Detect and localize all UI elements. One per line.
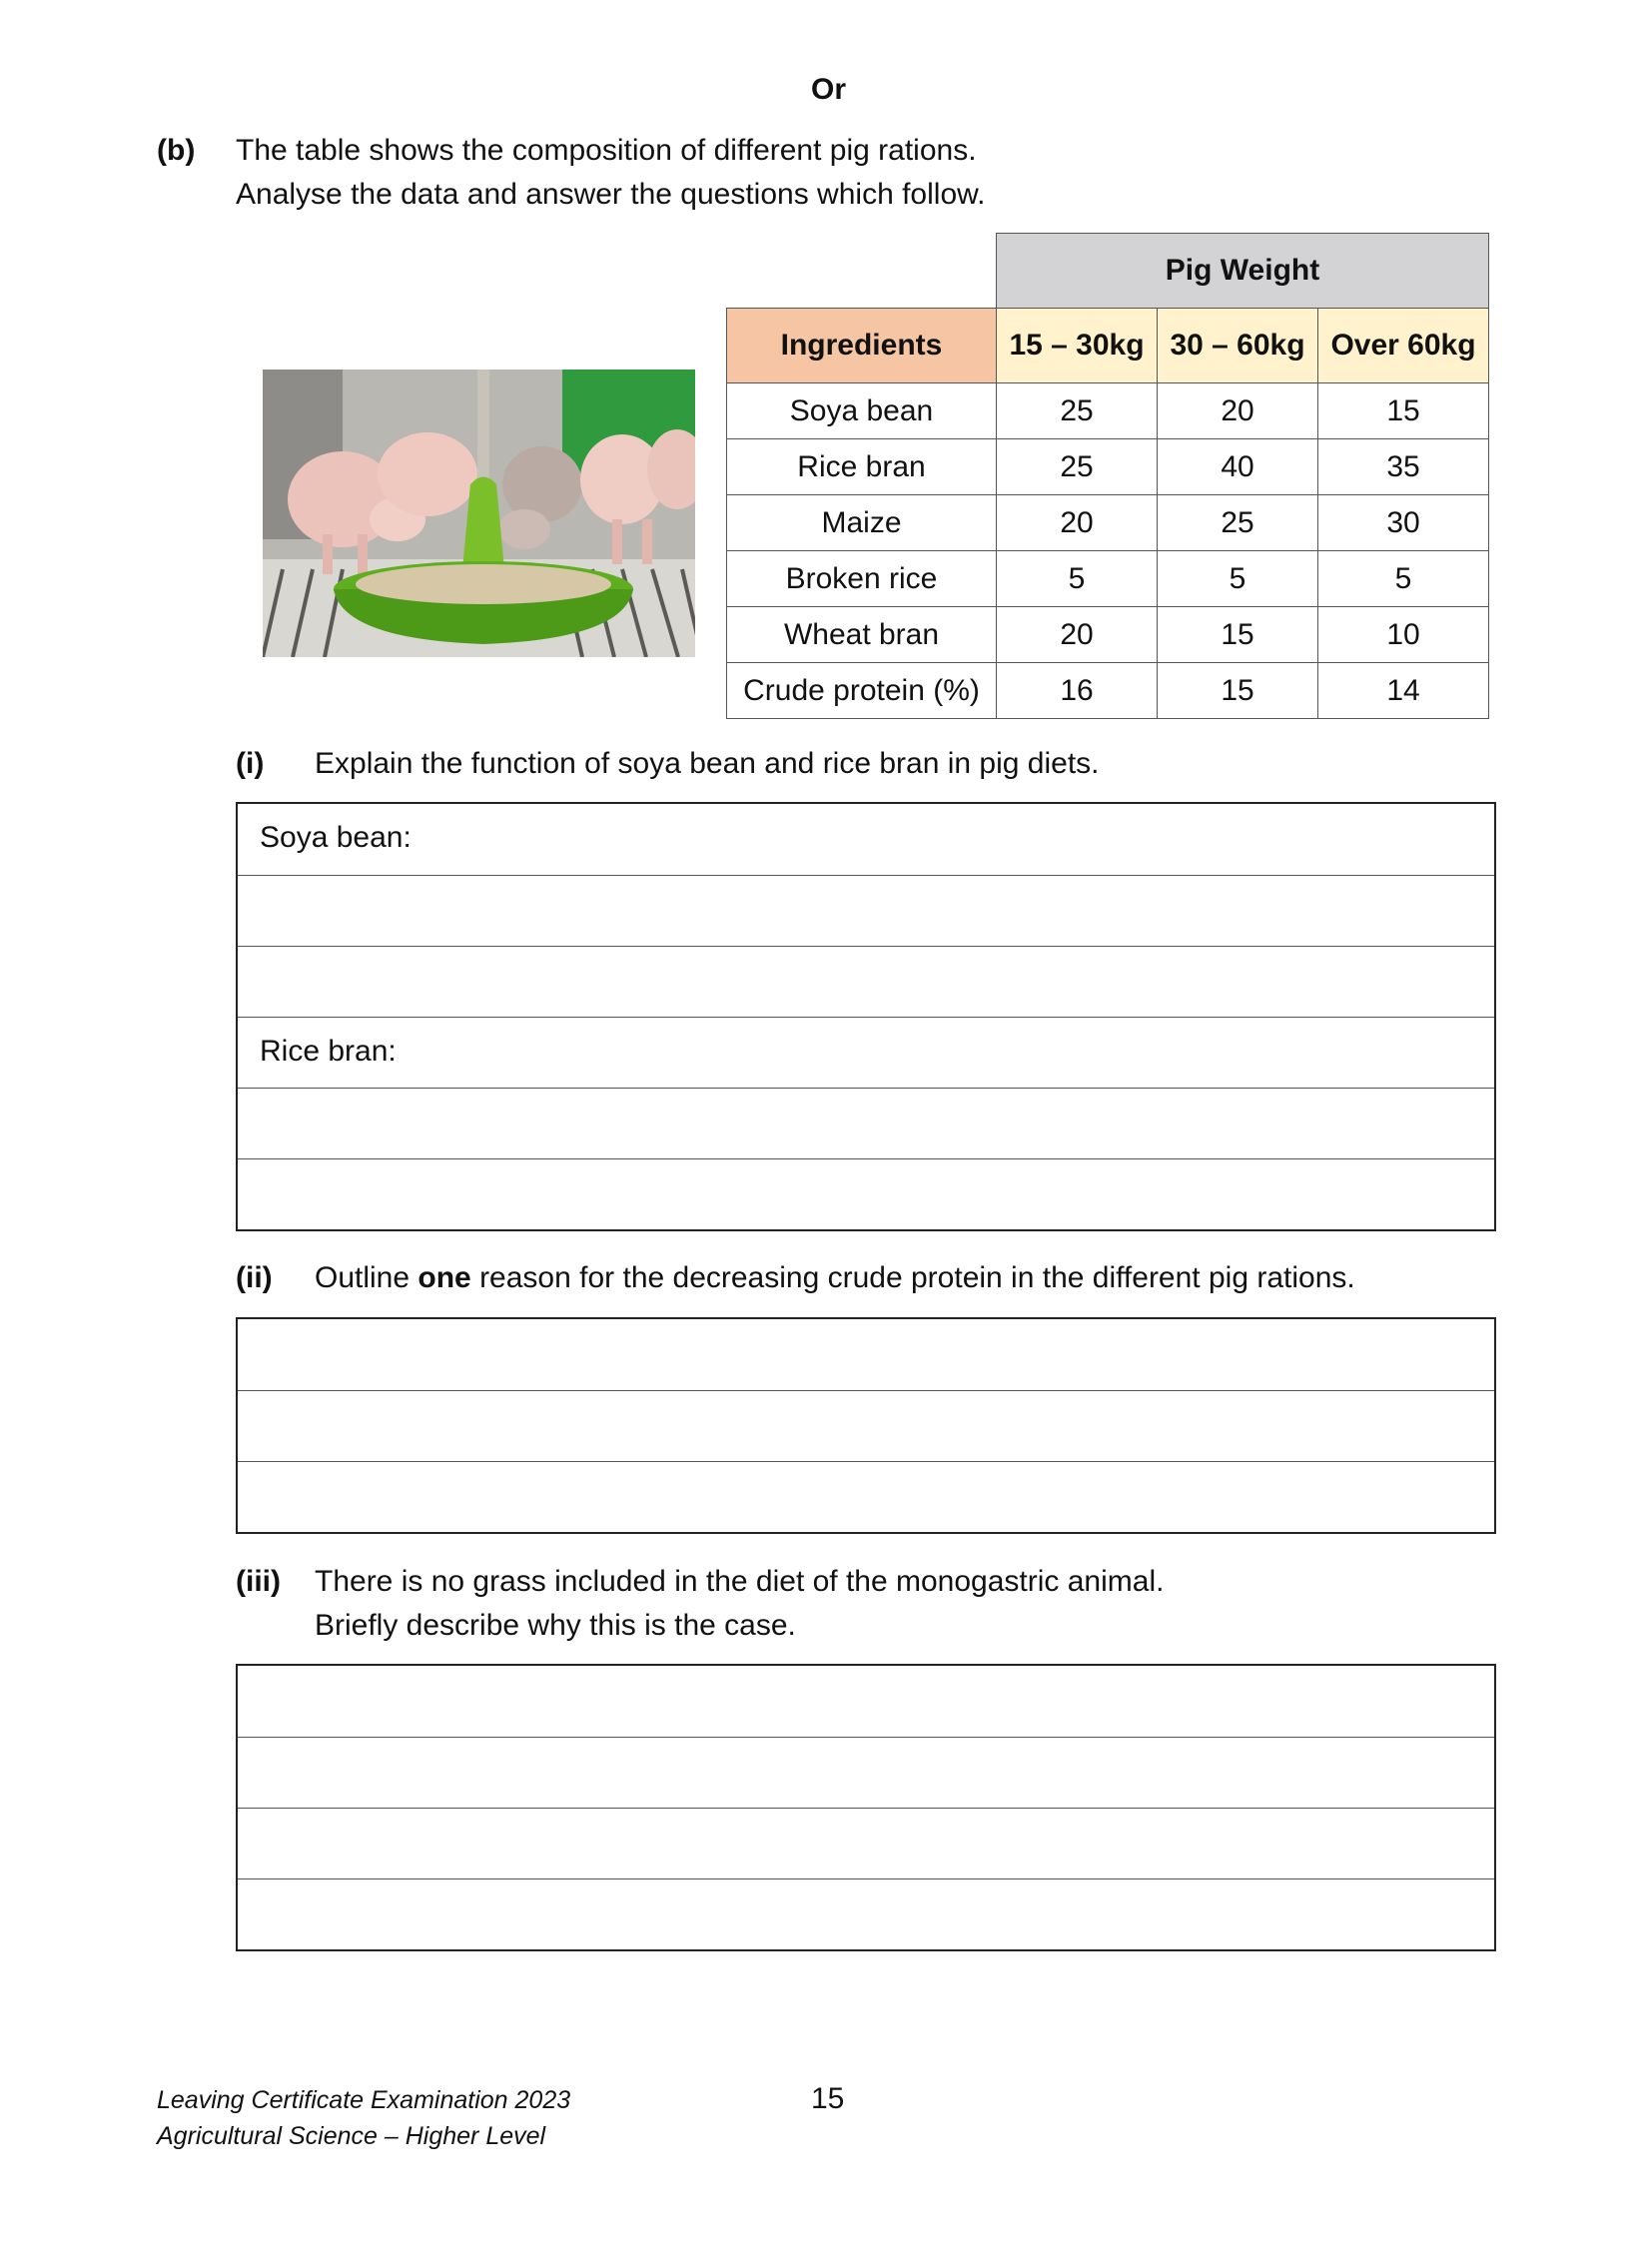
question-i-text: Explain the function of soya bean and rice bran in pig diets. xyxy=(315,747,1100,780)
question-ii-text-start: Outline xyxy=(315,1261,418,1294)
answer-line[interactable] xyxy=(238,1808,1494,1878)
answer-box-ii[interactable] xyxy=(236,1317,1496,1534)
question-ii-emphasis: one xyxy=(417,1261,471,1294)
pig-weight-header: Pig Weight xyxy=(997,234,1489,309)
table-cell: 10 xyxy=(1318,607,1489,663)
answer-line[interactable] xyxy=(238,1666,1494,1737)
pigs-feeding-photo xyxy=(263,370,695,657)
table-cell: 16 xyxy=(997,663,1158,719)
table-row xyxy=(727,663,1489,719)
table-cell: 30 xyxy=(1318,495,1489,551)
answer-line[interactable] xyxy=(238,1878,1494,1949)
question-iii-text-2: Briefly describe why this is the case. xyxy=(315,1609,796,1642)
table-cell: Maize xyxy=(727,495,997,551)
table-cell: 25 xyxy=(997,439,1158,495)
column-header-over-60kg: Over 60kg xyxy=(1318,309,1489,383)
column-header-15-30kg: 15 – 30kg xyxy=(997,309,1158,383)
column-header-30-60kg: 30 – 60kg xyxy=(1158,309,1318,383)
answer-line[interactable] xyxy=(238,1017,1494,1088)
rice-bran-label: Rice bran: xyxy=(260,1035,397,1068)
table-cell: 35 xyxy=(1318,439,1489,495)
table-cell: 25 xyxy=(1158,495,1318,551)
question-ii-label: (ii) xyxy=(236,1261,273,1294)
question-i-label: (i) xyxy=(236,747,265,780)
table-cell: 14 xyxy=(1318,663,1489,719)
answer-line[interactable] xyxy=(238,1319,1494,1390)
table-row xyxy=(727,439,1489,495)
table-cell: 5 xyxy=(1158,551,1318,607)
table-blank-corner xyxy=(727,234,997,309)
answer-line[interactable] xyxy=(238,1158,1494,1229)
table-cell: Crude protein (%) xyxy=(727,663,997,719)
or-heading: Or xyxy=(811,73,847,106)
answer-line[interactable] xyxy=(238,946,1494,1017)
answer-box-iii[interactable] xyxy=(236,1664,1496,1951)
table-cell: 5 xyxy=(1318,551,1489,607)
table-cell: 15 xyxy=(1158,607,1318,663)
table-row xyxy=(727,495,1489,551)
answer-line[interactable] xyxy=(238,1461,1494,1532)
table-cell: 20 xyxy=(997,495,1158,551)
table-cell: Broken rice xyxy=(727,551,997,607)
table-cell: Rice bran xyxy=(727,439,997,495)
answer-line[interactable] xyxy=(238,1088,1494,1158)
table-row xyxy=(727,551,1489,607)
footer-subject: Agricultural Science – Higher Level xyxy=(157,2122,546,2150)
intro-line-2: Analyse the data and answer the questions which follow. xyxy=(236,178,986,211)
answer-line[interactable] xyxy=(238,804,1494,875)
soya-bean-label: Soya bean: xyxy=(260,821,412,854)
table-row xyxy=(727,383,1489,439)
footer-exam: Leaving Certificate Examination 2023 xyxy=(157,2086,571,2114)
table-cell: 5 xyxy=(997,551,1158,607)
table-cell: 40 xyxy=(1158,439,1318,495)
table-cell: Wheat bran xyxy=(727,607,997,663)
table-cell: 20 xyxy=(1158,383,1318,439)
question-iii-label: (iii) xyxy=(236,1565,281,1598)
table-cell: 20 xyxy=(997,607,1158,663)
question-iii-text-1: There is no grass included in the diet of the monogastric animal. xyxy=(315,1565,1165,1598)
column-header-ingredients: Ingredients xyxy=(727,309,997,383)
page-number: 15 xyxy=(811,2082,845,2115)
answer-line[interactable] xyxy=(238,875,1494,946)
intro-line-1: The table shows the composition of different pig rations. xyxy=(236,134,977,167)
answer-box-i[interactable] xyxy=(236,802,1496,1231)
answer-line[interactable] xyxy=(238,1390,1494,1461)
table-cell: 15 xyxy=(1318,383,1489,439)
question-ii-text-end: reason for the decreasing crude protein in the different pig rations. xyxy=(470,1261,1355,1294)
part-label: (b) xyxy=(157,134,196,167)
table-row xyxy=(727,607,1489,663)
question-ii-text xyxy=(315,1260,1355,1296)
table-cell: Soya bean xyxy=(727,383,997,439)
answer-line[interactable] xyxy=(238,1737,1494,1808)
ingredients-table xyxy=(726,233,1489,719)
table-cell: 25 xyxy=(997,383,1158,439)
table-cell: 15 xyxy=(1158,663,1318,719)
